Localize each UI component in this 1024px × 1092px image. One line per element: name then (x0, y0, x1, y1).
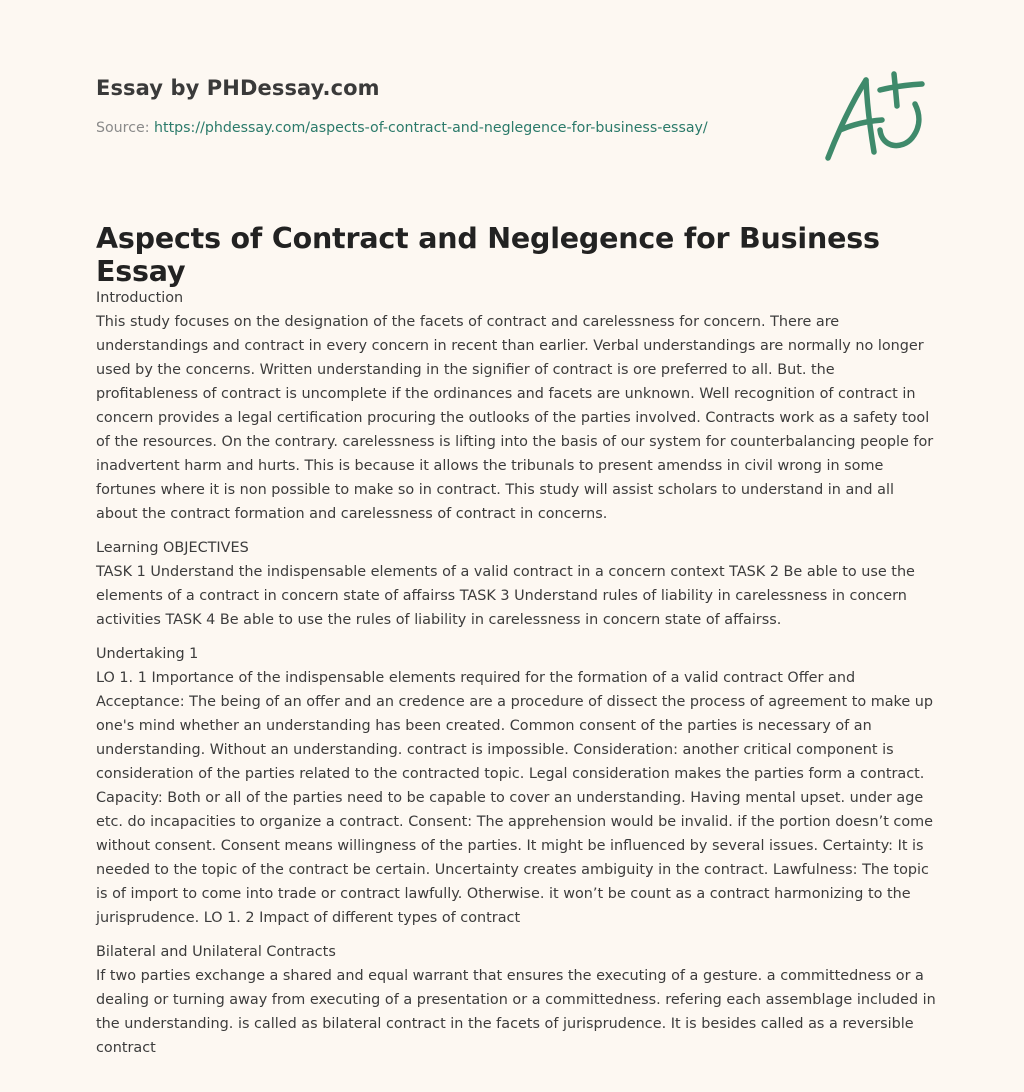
a-plus-icon (818, 66, 930, 166)
page-header (96, 76, 796, 136)
essay-section (96, 642, 936, 930)
essay-title: Aspects of Contract and Neglegence for Business Essay (96, 222, 880, 288)
section-heading: Learning OBJECTIVES (96, 540, 249, 556)
section-heading: Bilateral and Unilateral Contracts (96, 944, 336, 960)
section-body: TASK 1 Understand the indispensable elements of a valid contract in a concern context TASK 2 Be able to use the elements of a contract in concern state of affairss TASK 3 Understand rules of liability in carelessness in concern activities TASK 4 Be able to use the rules of liability in carelessness in concern state of affairss. (96, 564, 915, 628)
source-line (96, 120, 796, 136)
source-link[interactable]: https://phdessay.com/aspects-of-contract-and-neglegence-for-business-essay/ (154, 120, 708, 136)
section-body: If two parties exchange a shared and equal warrant that ensures the executing of a gesture. a committedness or a dealing or turning away from executing of a presentation or a committedness. refering each assemblage included in the understanding. is called as bilateral contract in the facets of jurisprudence. It is besides called as a reversible contract (96, 968, 936, 1056)
essay-content (96, 286, 936, 1070)
essay-section (96, 536, 936, 632)
section-heading: Introduction (96, 290, 184, 306)
section-heading: Undertaking 1 (96, 646, 199, 662)
site-brand: Essay by PHDessay.com (96, 76, 380, 100)
section-body: LO 1. 1 Importance of the indispensable elements required for the formation of a valid contract Offer and Acceptance: The being of an offer and an credence are a procedure of dissect the process of agreement to make up one's mind whether an understanding has been created. Common consent of the parties is necessary of an understanding. Without an understanding. contract is impossible. Consideration: another critical component is consideration of the parties related to the contracted topic. Legal consideration makes the parties form a contract. Capacity: Both or all of the parties need to be capable to cover an understanding. Having mental upset. under age etc. do incapacities to organize a contract. Consent: The apprehension would be invalid. if the portion doesn’t come without consent. Consent means willingness of the parties. It might be influenced by several issues. Certainty: It is needed to the topic of the contract be certain. Uncertainty creates ambiguity in the contract. Lawfulness: The topic is of import to come into trade or contract lawfully. Otherwise. it won’t be count as a contract harmonizing to the jurisprudence. LO 1. 2 Impact of different types of contract (96, 670, 934, 926)
essay-section (96, 940, 936, 1060)
essay-section (96, 286, 936, 526)
source-label: Source: (96, 120, 155, 136)
section-body: This study focuses on the designation of the facets of contract and carelessness for concern. There are understandings and contract in every concern in recent than earlier. Verbal understandings are normally no longer used by the concerns. Written understanding in the signifier of contract is ore preferred to all. But. the profitableness of contract is uncomplete if the ordinances and facets are unknown. Well recognition of contract in concern provides a legal certification procuring the outlooks of the parties involved. Contracts work as a safety tool of the resources. On the contrary. carelessness is lifting into the basis of our system for counterbalancing people for inadvertent harm and hurts. This is because it allows the tribunals to present amendss in civil wrong in some fortunes where it is non possible to make so in contract. This study will assist scholars to understand in and all about the contract formation and carelessness of contract in concerns. (96, 314, 934, 522)
